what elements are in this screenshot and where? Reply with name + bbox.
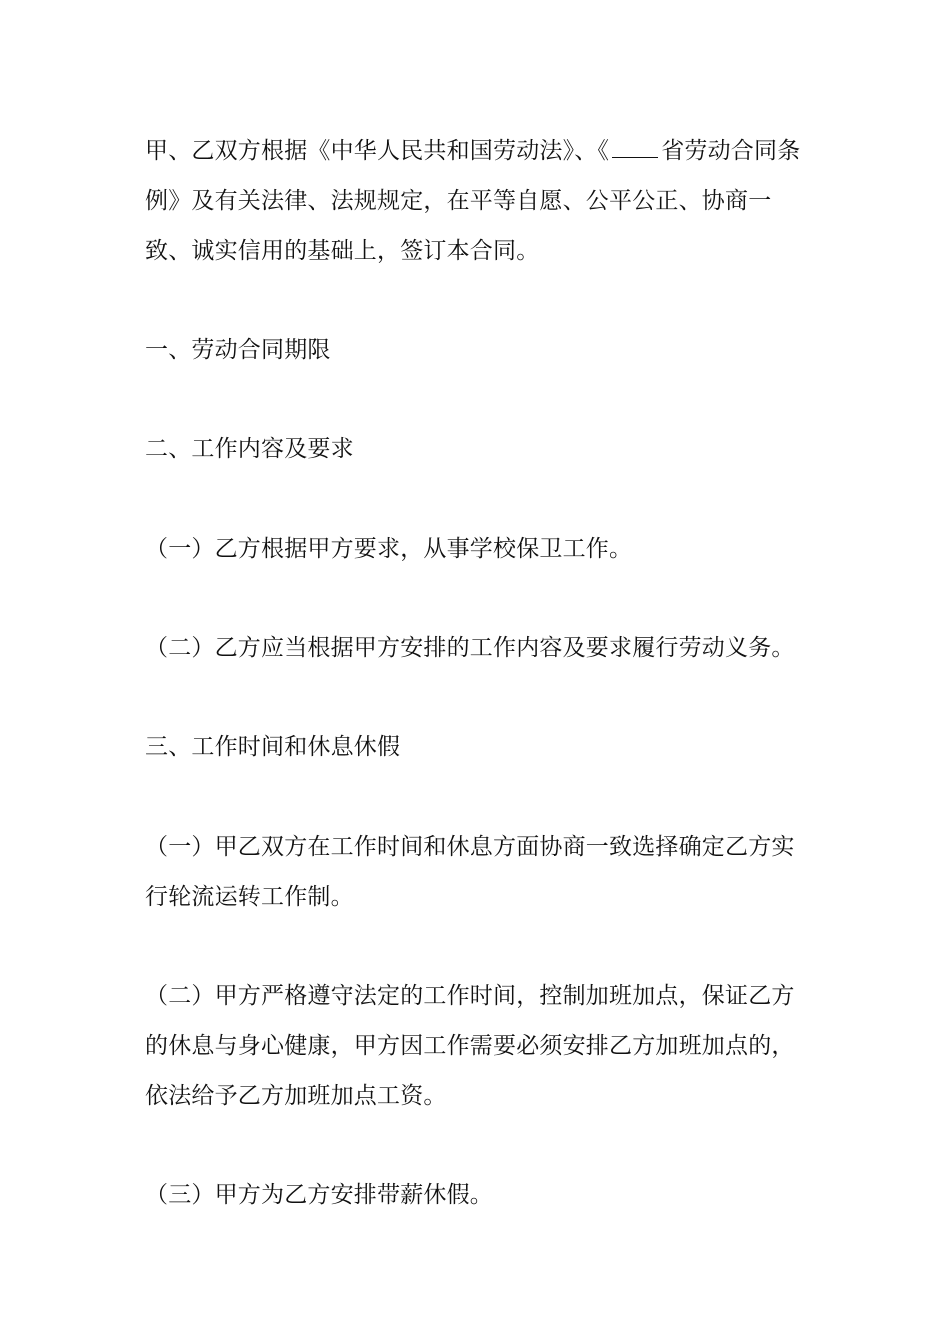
section3-item2: （二）甲方严格遵守法定的工作时间，控制加班加点，保证乙方的休息与身心健康，甲方因工作需要必须安排乙方加班加点的，依法给予乙方加班加点工资。 xyxy=(145,983,795,1109)
section2-title: 二、工作内容及要求 xyxy=(145,436,354,462)
intro-text-part1: 甲、乙双方根据《中华人民共和国劳动法》、《 xyxy=(145,138,610,164)
section1-title: 一、劳动合同期限 xyxy=(145,337,331,363)
section2-item1: （一）乙方根据甲方要求，从事学校保卫工作。 xyxy=(145,536,633,562)
section3-item1: （一）甲乙双方在工作时间和休息方面协商一致选择确定乙方实行轮流运转工作制。 xyxy=(145,834,795,910)
section2-item2: （二）乙方应当根据甲方安排的工作内容及要求履行劳动义务。 xyxy=(145,635,795,661)
section3-item3: （三）甲方为乙方安排带薪休假。 xyxy=(145,1182,493,1208)
section3-title: 三、工作时间和休息休假 xyxy=(145,734,401,760)
intro-text-part2: 省劳动合同条例》及有关法律、法规规定，在平等自愿、公平公正、协商一致、诚实信用的基础上，签订本合同。 xyxy=(145,138,801,264)
province-blank-line xyxy=(612,139,658,158)
intro-paragraph xyxy=(145,126,815,276)
